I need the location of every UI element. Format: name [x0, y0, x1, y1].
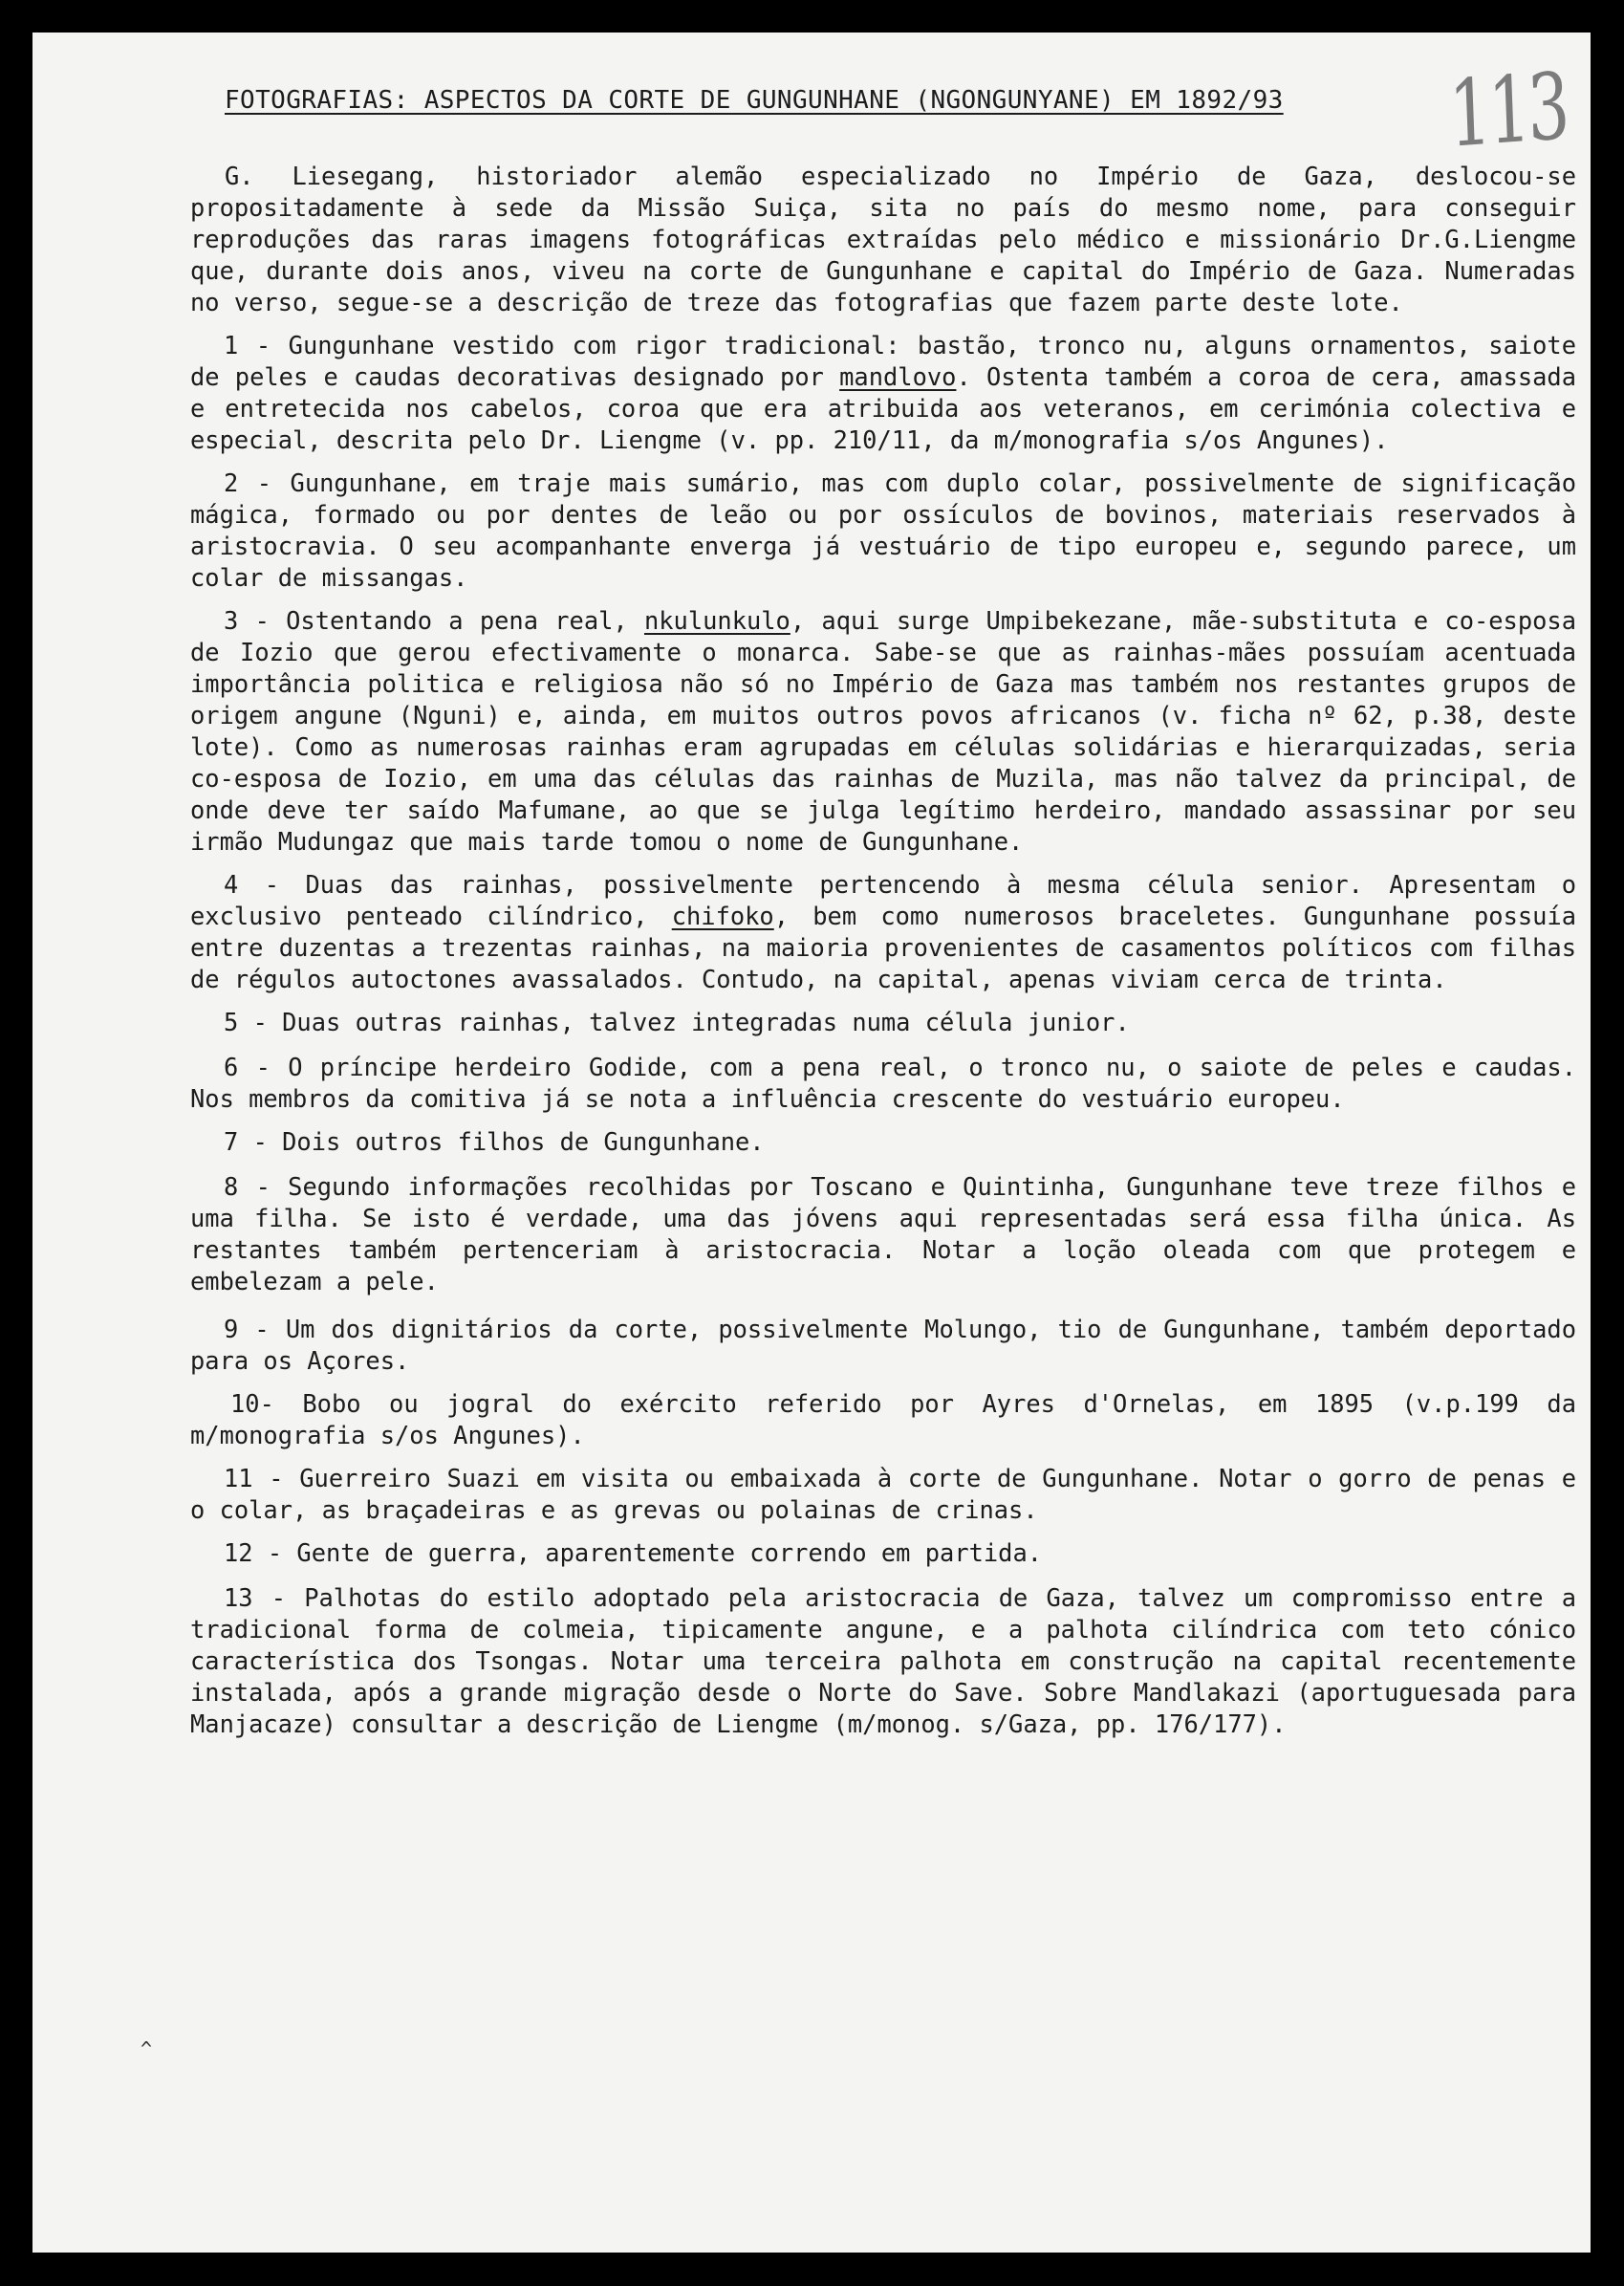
photo-description-1-text-a: 1 - Gungunhane vestido com rigor tradicional: bastão, tronco nu, alguns ornamentos, saiote de peles e caudas decorativas designado por	[190, 331, 1576, 391]
photo-description-13: 13 - Palhotas do estilo adoptado pela aristocracia de Gaza, talvez um compromisso entre a tradicional forma de colmeia, tipicamente angune, e a palhota cilíndrica com teto cónico característica dos Tsongas. Notar uma terceira palhota em construção na capital recentemente instalada, após a grande migração desde o Norte do Save. Sobre Mandlakazi (aportuguesada para Manjacaze) consultar a descrição de Liengme (m/monog. s/Gaza, pp. 176/177).	[190, 1583, 1576, 1738]
photo-description-4	[190, 869, 1576, 995]
term-mandlovo: mandlovo	[839, 362, 957, 391]
photo-description-5: 5 - Duas outras rainhas, talvez integradas numa célula junior.	[224, 1008, 1130, 1036]
document-body	[190, 161, 1576, 1752]
photo-description-4-text-b: , bem como numerosos braceletes. Gungunhane possuía entre duzentas a trezentas rainhas, na maioria provenientes de casamentos políticos com filhas de régulos autoctones avassalados. Contudo, na capital, apenas viviam cerca de trinta.	[190, 902, 1576, 993]
photo-description-7: 7 - Dois outros filhos de Gungunhane.	[224, 1127, 765, 1156]
photo-description-9: 9 - Um dos dignitários da corte, possivelmente Molungo, tio de Gungunhane, também deportado para os Açores.	[190, 1315, 1576, 1375]
document-title: FOTOGRAFIAS: ASPECTOS DA CORTE DE GUNGUNHANE (NGONGUNYANE) EM 1892/93	[225, 86, 1284, 115]
document-page	[32, 33, 1591, 2253]
photo-description-6: 6 - O príncipe herdeiro Godide, com a pena real, o tronco nu, o saiote de peles e caudas. Nos membros da comitiva já se nota a influência crescente do vestuário europeu.	[190, 1053, 1576, 1113]
photo-description-11: 11 - Guerreiro Suazi em visita ou embaixada à corte de Gungunhane. Notar o gorro de penas e o colar, as braçadeiras e as grevas ou polainas de crinas.	[190, 1464, 1576, 1524]
term-chifoko: chifoko	[671, 902, 774, 930]
photo-description-3-text-a: 3 - Ostentando a pena real,	[224, 606, 644, 635]
photo-description-3	[190, 605, 1576, 858]
photo-description-4-text-a: 4 - Duas das rainhas, possivelmente pertencendo à mesma célula senior. Apresentam o exclusivo penteado cilíndrico,	[190, 870, 1576, 930]
photo-description-1-text-b: . Ostenta também a coroa de cera, amassada e entretecida nos cabelos, coroa que era atribuida aos veteranos, em cerimónia colectiva e especial, descrita pelo Dr. Liengme (v. pp. 210/11, da m/monografia s/os Angunes).	[190, 362, 1576, 454]
term-nkulunkulo: nkulunkulo	[643, 606, 790, 635]
photo-description-1	[190, 330, 1576, 456]
photo-description-2: 2 - Gungunhane, em traje mais sumário, mas com duplo colar, possivelmente de significação mágica, formado ou por dentes de leão ou por ossículos de bovinos, materiais reservados à aristocravia. O seu acompanhante enverga já vestuário de tipo europeu e, segundo parece, um colar de missangas.	[190, 468, 1576, 592]
handwritten-page-number: 113	[1447, 53, 1570, 168]
photo-description-10: 10- Bobo ou jogral do exército referido por Ayres d'Ornelas, em 1895 (v.p.199 da m/monografia s/os Angunes).	[190, 1389, 1576, 1449]
photo-description-3-text-b: , aqui surge Umpibekezane, mãe-substituta e co-esposa de Iozio que gerou efectivamente o monarca. Sabe-se que as rainhas-mães possuíam acentuada importância politica e religiosa não só no Império de Gaza mas também nos restantes grupos de origem angune (Nguni) e, ainda, em muitos outros povos africanos (v. ficha nº 62, p.38, deste lote). Como as numerosas rainhas eram agrupadas em células solidárias e hierarquizadas, seria co-esposa de Iozio, em uma das células das rainhas de Muzila, mas não talvez da principal, de onde deve ter saído Mafumane, ao que se julga legítimo herdeiro, mandado assassinar por seu irmão Mudungaz que mais tarde tomou o nome de Gungunhane.	[190, 606, 1576, 856]
margin-mark: ^	[141, 2037, 153, 2060]
photo-description-8: 8 - Segundo informações recolhidas por Toscano e Quintinha, Gungunhane teve treze filhos e uma filha. Se isto é verdade, uma das jóvens aqui representadas será essa filha única. As restantes também pertenceriam à aristocracia. Notar a loção oleada com que protegem e embelezam a pele.	[190, 1172, 1576, 1295]
intro-paragraph: G. Liesegang, historiador alemão especializado no Império de Gaza, deslocou-se propositadamente à sede da Missão Suiça, sita no país do mesmo nome, para conseguir reproduções das raras imagens fotográficas extraídas pelo médico e missionário Dr.G.Liengme que, durante dois anos, viveu na corte de Gungunhane e capital do Império de Gaza. Numeradas no verso, segue-se a descrição de treze das fotografias que fazem parte deste lote.	[190, 162, 1576, 316]
photo-description-12: 12 - Gente de guerra, aparentemente correndo em partida.	[224, 1538, 1043, 1567]
